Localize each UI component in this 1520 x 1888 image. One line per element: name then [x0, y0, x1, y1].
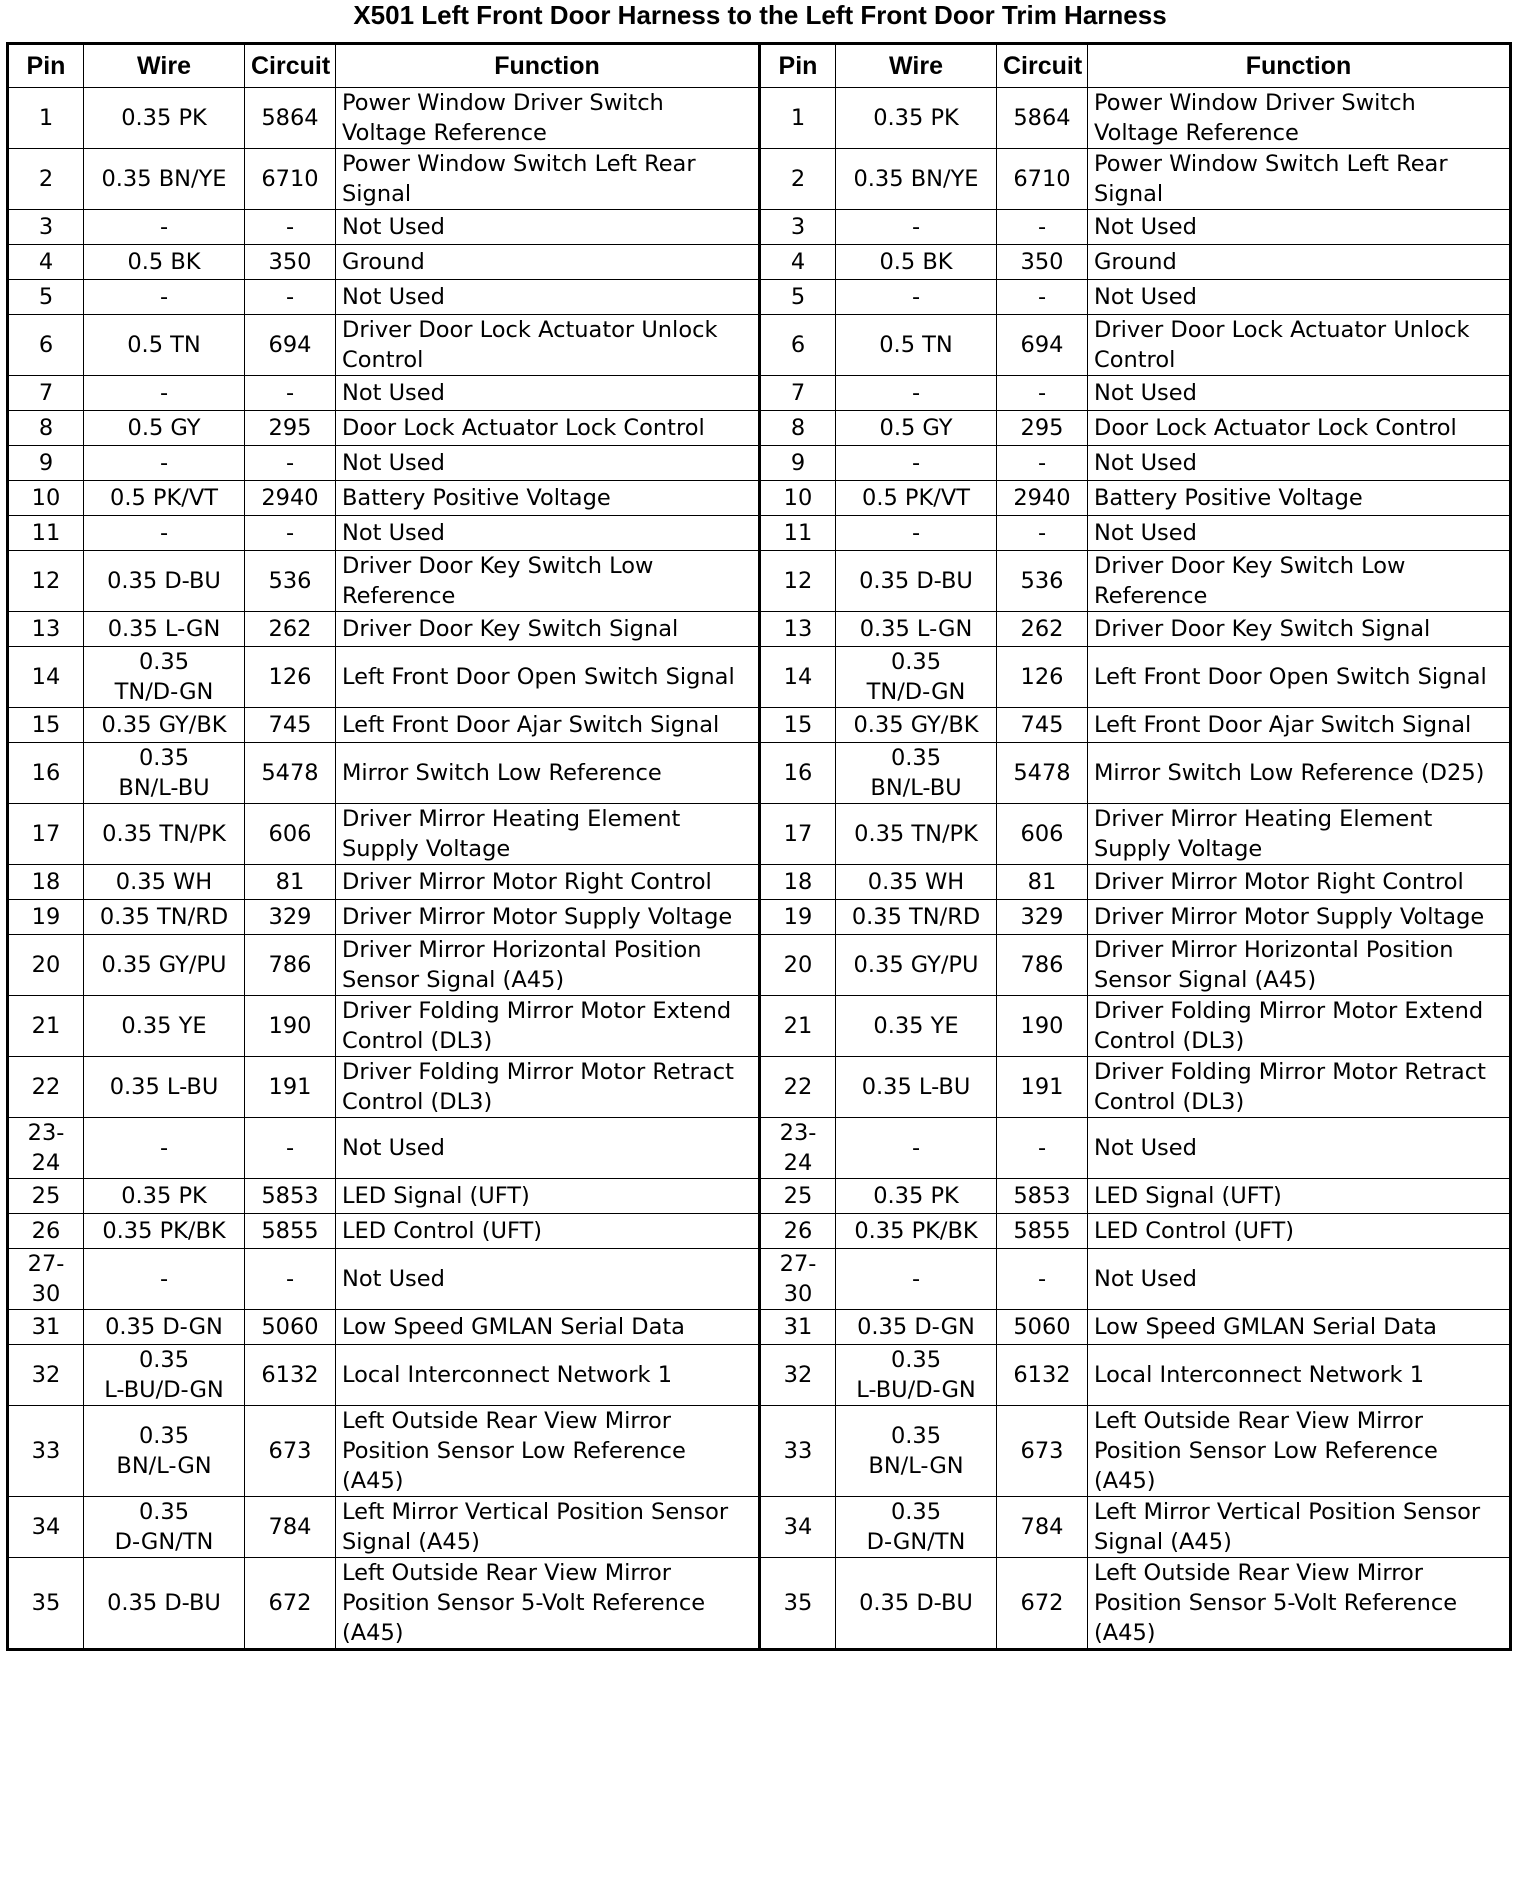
- pin-cell: 20: [8, 935, 84, 996]
- pin-cell: 16: [760, 743, 836, 804]
- wire-cell: 0.35 GY/BK: [84, 708, 245, 743]
- function-cell: Left Mirror Vertical Position Sensor Signal (A45): [336, 1497, 760, 1558]
- pin-cell: 10: [8, 481, 84, 516]
- function-cell: Driver Mirror Heating Element Supply Voltage: [336, 804, 760, 865]
- function-cell: Low Speed GMLAN Serial Data: [1088, 1310, 1511, 1345]
- function-cell: LED Control (UFT): [1088, 1214, 1511, 1249]
- wire-cell: 0.35 YE: [836, 996, 997, 1057]
- table-row: [8, 1057, 1511, 1118]
- table-row: [8, 149, 1511, 210]
- function-cell: Left Outside Rear View Mirror Position Sensor Low Reference (A45): [336, 1406, 760, 1497]
- circuit-cell: -: [245, 280, 336, 315]
- wire-cell: 0.35 WH: [84, 865, 245, 900]
- table-row: [8, 865, 1511, 900]
- wire-cell: 0.5 BK: [836, 245, 997, 280]
- wire-cell: 0.35 PK: [836, 88, 997, 149]
- pin-cell: 18: [760, 865, 836, 900]
- pin-cell: 15: [8, 708, 84, 743]
- table-row: [8, 516, 1511, 551]
- function-cell: Driver Folding Mirror Motor Retract Control (DL3): [1088, 1057, 1511, 1118]
- function-cell: Driver Door Key Switch Signal: [336, 612, 760, 647]
- function-cell: Not Used: [336, 516, 760, 551]
- table-row: [8, 1558, 1511, 1650]
- table-row: [8, 376, 1511, 411]
- wire-cell: 0.35 TN/D-GN: [84, 647, 245, 708]
- wire-cell: -: [836, 516, 997, 551]
- wire-cell: 0.35 L-GN: [84, 612, 245, 647]
- wire-cell: -: [84, 1249, 245, 1310]
- circuit-cell: -: [245, 376, 336, 411]
- function-cell: Driver Door Key Switch Low Reference: [336, 551, 760, 612]
- wire-cell: 0.35 TN/PK: [84, 804, 245, 865]
- wire-cell: -: [84, 280, 245, 315]
- pin-cell: 35: [8, 1558, 84, 1650]
- pin-cell: 20: [760, 935, 836, 996]
- wire-cell: -: [836, 280, 997, 315]
- circuit-cell: 6710: [997, 149, 1088, 210]
- table-row: [8, 210, 1511, 245]
- pin-cell: 1: [8, 88, 84, 149]
- wire-cell: 0.35 PK/BK: [836, 1214, 997, 1249]
- pin-cell: 17: [8, 804, 84, 865]
- pin-cell: 3: [8, 210, 84, 245]
- circuit-cell: -: [997, 1249, 1088, 1310]
- header-row: [8, 44, 1511, 88]
- pin-cell: 6: [8, 315, 84, 376]
- table-row: [8, 1249, 1511, 1310]
- function-cell: Driver Mirror Motor Right Control: [1088, 865, 1511, 900]
- circuit-cell: 5855: [997, 1214, 1088, 1249]
- page-title: X501 Left Front Door Harness to the Left Front Door Trim Harness: [353, 0, 1167, 30]
- pin-cell: 35: [760, 1558, 836, 1650]
- wire-cell: 0.35 GY/PU: [84, 935, 245, 996]
- circuit-cell: 5864: [245, 88, 336, 149]
- pin-cell: 12: [760, 551, 836, 612]
- pin-cell: 8: [760, 411, 836, 446]
- pin-cell: 33: [8, 1406, 84, 1497]
- pin-cell: 26: [760, 1214, 836, 1249]
- wire-cell: -: [84, 516, 245, 551]
- wire-cell: 0.35 D-GN/TN: [84, 1497, 245, 1558]
- circuit-cell: 672: [245, 1558, 336, 1650]
- pin-cell: 19: [760, 900, 836, 935]
- wire-cell: 0.35 D-BU: [84, 551, 245, 612]
- function-cell: Driver Folding Mirror Motor Extend Control (DL3): [336, 996, 760, 1057]
- wire-cell: -: [836, 1249, 997, 1310]
- pin-cell: 4: [8, 245, 84, 280]
- table-row: [8, 647, 1511, 708]
- pin-cell: 23-24: [760, 1118, 836, 1179]
- function-cell: Left Outside Rear View Mirror Position Sensor Low Reference (A45): [1088, 1406, 1511, 1497]
- circuit-cell: 786: [997, 935, 1088, 996]
- circuit-cell: 81: [245, 865, 336, 900]
- function-cell: Door Lock Actuator Lock Control: [1088, 411, 1511, 446]
- circuit-cell: 2940: [997, 481, 1088, 516]
- table-row: [8, 411, 1511, 446]
- connector-pinout-table: [6, 42, 1512, 1651]
- wire-cell: 0.35 TN/D-GN: [836, 647, 997, 708]
- function-cell: Left Front Door Ajar Switch Signal: [336, 708, 760, 743]
- function-cell: Driver Door Key Switch Low Reference: [1088, 551, 1511, 612]
- circuit-cell: 262: [245, 612, 336, 647]
- wire-cell: 0.35 PK: [836, 1179, 997, 1214]
- circuit-cell: 5864: [997, 88, 1088, 149]
- pin-cell: 34: [8, 1497, 84, 1558]
- wire-cell: -: [84, 210, 245, 245]
- table-row: [8, 935, 1511, 996]
- pin-cell: 13: [8, 612, 84, 647]
- wire-cell: -: [84, 446, 245, 481]
- wire-cell: 0.35 GY/PU: [836, 935, 997, 996]
- circuit-cell: 126: [245, 647, 336, 708]
- table-row: [8, 1406, 1511, 1497]
- wire-cell: 0.35 BN/YE: [836, 149, 997, 210]
- wire-cell: 0.35 BN/L-BU: [84, 743, 245, 804]
- circuit-cell: 5478: [997, 743, 1088, 804]
- table-row: [8, 1118, 1511, 1179]
- pin-cell: 27-30: [760, 1249, 836, 1310]
- circuit-cell: -: [245, 516, 336, 551]
- circuit-cell: 126: [997, 647, 1088, 708]
- function-cell: Driver Mirror Horizontal Position Sensor Signal (A45): [336, 935, 760, 996]
- wire-cell: 0.5 TN: [84, 315, 245, 376]
- circuit-cell: -: [997, 446, 1088, 481]
- function-cell: Power Window Switch Left Rear Signal: [336, 149, 760, 210]
- pin-cell: 26: [8, 1214, 84, 1249]
- pin-cell: 2: [8, 149, 84, 210]
- pin-cell: 9: [8, 446, 84, 481]
- function-cell: Left Mirror Vertical Position Sensor Signal (A45): [1088, 1497, 1511, 1558]
- wire-cell: 0.35 BN/YE: [84, 149, 245, 210]
- circuit-cell: 6132: [245, 1345, 336, 1406]
- circuit-cell: 673: [997, 1406, 1088, 1497]
- pin-cell: 31: [760, 1310, 836, 1345]
- pin-cell: 22: [8, 1057, 84, 1118]
- function-cell: Driver Mirror Motor Supply Voltage: [1088, 900, 1511, 935]
- wire-cell: -: [84, 376, 245, 411]
- pin-cell: 17: [760, 804, 836, 865]
- circuit-cell: 295: [245, 411, 336, 446]
- wire-cell: 0.35 TN/RD: [836, 900, 997, 935]
- table-row: [8, 900, 1511, 935]
- pin-cell: 5: [8, 280, 84, 315]
- circuit-cell: -: [997, 210, 1088, 245]
- wire-cell: 0.5 PK/VT: [836, 481, 997, 516]
- table-row: [8, 481, 1511, 516]
- table-row: [8, 804, 1511, 865]
- circuit-cell: 606: [997, 804, 1088, 865]
- function-cell: LED Signal (UFT): [336, 1179, 760, 1214]
- circuit-cell: 5853: [997, 1179, 1088, 1214]
- circuit-cell: 672: [997, 1558, 1088, 1650]
- function-cell: Ground: [1088, 245, 1511, 280]
- pin-cell: 21: [760, 996, 836, 1057]
- table-row: [8, 1179, 1511, 1214]
- wire-cell: 0.5 TN: [836, 315, 997, 376]
- table-row: [8, 315, 1511, 376]
- header-wire: Wire: [836, 44, 997, 88]
- circuit-cell: 6132: [997, 1345, 1088, 1406]
- function-cell: Local Interconnect Network 1: [336, 1345, 760, 1406]
- pin-cell: 2: [760, 149, 836, 210]
- pin-cell: 31: [8, 1310, 84, 1345]
- table-row: [8, 743, 1511, 804]
- wire-cell: 0.35 BN/L-BU: [836, 743, 997, 804]
- function-cell: Not Used: [336, 376, 760, 411]
- table-row: [8, 245, 1511, 280]
- function-cell: Left Front Door Ajar Switch Signal: [1088, 708, 1511, 743]
- pin-cell: 6: [760, 315, 836, 376]
- pin-cell: 34: [760, 1497, 836, 1558]
- wire-cell: 0.35 BN/L-GN: [84, 1406, 245, 1497]
- wire-cell: 0.35 D-GN: [836, 1310, 997, 1345]
- wire-cell: 0.5 PK/VT: [84, 481, 245, 516]
- wire-cell: 0.35 TN/PK: [836, 804, 997, 865]
- function-cell: LED Signal (UFT): [1088, 1179, 1511, 1214]
- pin-cell: 23-24: [8, 1118, 84, 1179]
- circuit-cell: 350: [245, 245, 336, 280]
- wire-cell: 0.35 BN/L-GN: [836, 1406, 997, 1497]
- function-cell: Driver Folding Mirror Motor Retract Control (DL3): [336, 1057, 760, 1118]
- header-function: Function: [336, 44, 760, 88]
- function-cell: Power Window Switch Left Rear Signal: [1088, 149, 1511, 210]
- function-cell: Driver Folding Mirror Motor Extend Control (DL3): [1088, 996, 1511, 1057]
- wire-cell: 0.35 D-BU: [836, 1558, 997, 1650]
- function-cell: Door Lock Actuator Lock Control: [336, 411, 760, 446]
- function-cell: Not Used: [336, 1249, 760, 1310]
- pin-cell: 32: [760, 1345, 836, 1406]
- header-pin: Pin: [8, 44, 84, 88]
- pin-cell: 14: [8, 647, 84, 708]
- function-cell: Driver Door Lock Actuator Unlock Control: [1088, 315, 1511, 376]
- function-cell: Driver Door Key Switch Signal: [1088, 612, 1511, 647]
- wire-cell: 0.35 D-BU: [836, 551, 997, 612]
- function-cell: Not Used: [336, 446, 760, 481]
- pin-cell: 9: [760, 446, 836, 481]
- wire-cell: 0.5 BK: [84, 245, 245, 280]
- circuit-cell: 191: [997, 1057, 1088, 1118]
- wire-cell: 0.35 L-GN: [836, 612, 997, 647]
- function-cell: Power Window Driver Switch Voltage Reference: [336, 88, 760, 149]
- function-cell: Driver Mirror Horizontal Position Sensor Signal (A45): [1088, 935, 1511, 996]
- circuit-cell: 81: [997, 865, 1088, 900]
- table-row: [8, 1214, 1511, 1249]
- circuit-cell: 190: [245, 996, 336, 1057]
- circuit-cell: 606: [245, 804, 336, 865]
- table-row: [8, 1345, 1511, 1406]
- function-cell: Mirror Switch Low Reference (D25): [1088, 743, 1511, 804]
- circuit-cell: 190: [997, 996, 1088, 1057]
- pin-cell: 11: [8, 516, 84, 551]
- circuit-cell: 5478: [245, 743, 336, 804]
- table-row: [8, 446, 1511, 481]
- circuit-cell: -: [997, 280, 1088, 315]
- circuit-cell: 745: [245, 708, 336, 743]
- pin-cell: 12: [8, 551, 84, 612]
- circuit-cell: 5853: [245, 1179, 336, 1214]
- pin-cell: 7: [8, 376, 84, 411]
- circuit-cell: 2940: [245, 481, 336, 516]
- wire-cell: 0.35 YE: [84, 996, 245, 1057]
- wire-cell: 0.35 L-BU: [836, 1057, 997, 1118]
- function-cell: Power Window Driver Switch Voltage Reference: [1088, 88, 1511, 149]
- circuit-cell: 673: [245, 1406, 336, 1497]
- circuit-cell: 786: [245, 935, 336, 996]
- circuit-cell: -: [245, 1118, 336, 1179]
- pin-cell: 33: [760, 1406, 836, 1497]
- wire-cell: -: [84, 1118, 245, 1179]
- function-cell: LED Control (UFT): [336, 1214, 760, 1249]
- pin-cell: 4: [760, 245, 836, 280]
- function-cell: Left Front Door Open Switch Signal: [1088, 647, 1511, 708]
- pin-cell: 22: [760, 1057, 836, 1118]
- wire-cell: 0.5 GY: [836, 411, 997, 446]
- table-row: [8, 1497, 1511, 1558]
- function-cell: Driver Door Lock Actuator Unlock Control: [336, 315, 760, 376]
- circuit-cell: -: [997, 1118, 1088, 1179]
- pin-cell: 15: [760, 708, 836, 743]
- circuit-cell: -: [997, 516, 1088, 551]
- wire-cell: 0.35 L-BU/D-GN: [836, 1345, 997, 1406]
- circuit-cell: 536: [997, 551, 1088, 612]
- circuit-cell: 295: [997, 411, 1088, 446]
- function-cell: Not Used: [1088, 446, 1511, 481]
- circuit-cell: 5060: [997, 1310, 1088, 1345]
- function-cell: Mirror Switch Low Reference: [336, 743, 760, 804]
- table-row: [8, 551, 1511, 612]
- header-circuit: Circuit: [997, 44, 1088, 88]
- function-cell: Driver Mirror Motor Right Control: [336, 865, 760, 900]
- circuit-cell: 745: [997, 708, 1088, 743]
- circuit-cell: 329: [997, 900, 1088, 935]
- pin-cell: 14: [760, 647, 836, 708]
- pin-cell: 11: [760, 516, 836, 551]
- function-cell: Battery Positive Voltage: [336, 481, 760, 516]
- function-cell: Not Used: [336, 210, 760, 245]
- circuit-cell: 5855: [245, 1214, 336, 1249]
- circuit-cell: 694: [997, 315, 1088, 376]
- pin-cell: 8: [8, 411, 84, 446]
- function-cell: Not Used: [1088, 280, 1511, 315]
- table-row: [8, 280, 1511, 315]
- pin-cell: 16: [8, 743, 84, 804]
- function-cell: Left Front Door Open Switch Signal: [336, 647, 760, 708]
- wire-cell: -: [836, 210, 997, 245]
- function-cell: Not Used: [336, 1118, 760, 1179]
- function-cell: Driver Mirror Heating Element Supply Voltage: [1088, 804, 1511, 865]
- pin-cell: 21: [8, 996, 84, 1057]
- circuit-cell: 329: [245, 900, 336, 935]
- wire-cell: 0.5 GY: [84, 411, 245, 446]
- function-cell: Not Used: [1088, 1118, 1511, 1179]
- circuit-cell: -: [245, 446, 336, 481]
- circuit-cell: 784: [997, 1497, 1088, 1558]
- pin-cell: 1: [760, 88, 836, 149]
- wire-cell: -: [836, 446, 997, 481]
- wire-cell: 0.35 L-BU/D-GN: [84, 1345, 245, 1406]
- circuit-cell: 536: [245, 551, 336, 612]
- circuit-cell: 350: [997, 245, 1088, 280]
- pin-cell: 13: [760, 612, 836, 647]
- function-cell: Not Used: [1088, 1249, 1511, 1310]
- wire-cell: 0.35 TN/RD: [84, 900, 245, 935]
- function-cell: Low Speed GMLAN Serial Data: [336, 1310, 760, 1345]
- circuit-cell: 694: [245, 315, 336, 376]
- circuit-cell: 784: [245, 1497, 336, 1558]
- wire-cell: 0.35 PK: [84, 88, 245, 149]
- function-cell: Ground: [336, 245, 760, 280]
- function-cell: Not Used: [1088, 516, 1511, 551]
- function-cell: Driver Mirror Motor Supply Voltage: [336, 900, 760, 935]
- pin-cell: 19: [8, 900, 84, 935]
- header-pin: Pin: [760, 44, 836, 88]
- pin-cell: 3: [760, 210, 836, 245]
- table-row: [8, 88, 1511, 149]
- pin-cell: 27-30: [8, 1249, 84, 1310]
- header-wire: Wire: [84, 44, 245, 88]
- wire-cell: 0.35 PK/BK: [84, 1214, 245, 1249]
- circuit-cell: -: [997, 376, 1088, 411]
- wire-cell: 0.35 D-BU: [84, 1558, 245, 1650]
- function-cell: Battery Positive Voltage: [1088, 481, 1511, 516]
- pin-cell: 25: [8, 1179, 84, 1214]
- pin-cell: 18: [8, 865, 84, 900]
- header-circuit: Circuit: [245, 44, 336, 88]
- wire-cell: 0.35 D-GN/TN: [836, 1497, 997, 1558]
- pin-cell: 7: [760, 376, 836, 411]
- circuit-cell: -: [245, 210, 336, 245]
- circuit-cell: -: [245, 1249, 336, 1310]
- wire-cell: -: [836, 1118, 997, 1179]
- function-cell: Not Used: [1088, 376, 1511, 411]
- table-row: [8, 708, 1511, 743]
- function-cell: Local Interconnect Network 1: [1088, 1345, 1511, 1406]
- circuit-cell: 5060: [245, 1310, 336, 1345]
- header-function: Function: [1088, 44, 1511, 88]
- table-row: [8, 612, 1511, 647]
- table-row: [8, 996, 1511, 1057]
- pin-cell: 32: [8, 1345, 84, 1406]
- wire-cell: 0.35 PK: [84, 1179, 245, 1214]
- pin-cell: 5: [760, 280, 836, 315]
- wire-cell: 0.35 L-BU: [84, 1057, 245, 1118]
- function-cell: Left Outside Rear View Mirror Position Sensor 5-Volt Reference (A45): [336, 1558, 760, 1650]
- function-cell: Not Used: [1088, 210, 1511, 245]
- circuit-cell: 6710: [245, 149, 336, 210]
- wire-cell: 0.35 WH: [836, 865, 997, 900]
- circuit-cell: 191: [245, 1057, 336, 1118]
- function-cell: Left Outside Rear View Mirror Position Sensor 5-Volt Reference (A45): [1088, 1558, 1511, 1650]
- wire-cell: 0.35 GY/BK: [836, 708, 997, 743]
- pin-cell: 10: [760, 481, 836, 516]
- table-row: [8, 1310, 1511, 1345]
- pin-cell: 25: [760, 1179, 836, 1214]
- circuit-cell: 262: [997, 612, 1088, 647]
- function-cell: Not Used: [336, 280, 760, 315]
- wire-cell: -: [836, 376, 997, 411]
- wire-cell: 0.35 D-GN: [84, 1310, 245, 1345]
